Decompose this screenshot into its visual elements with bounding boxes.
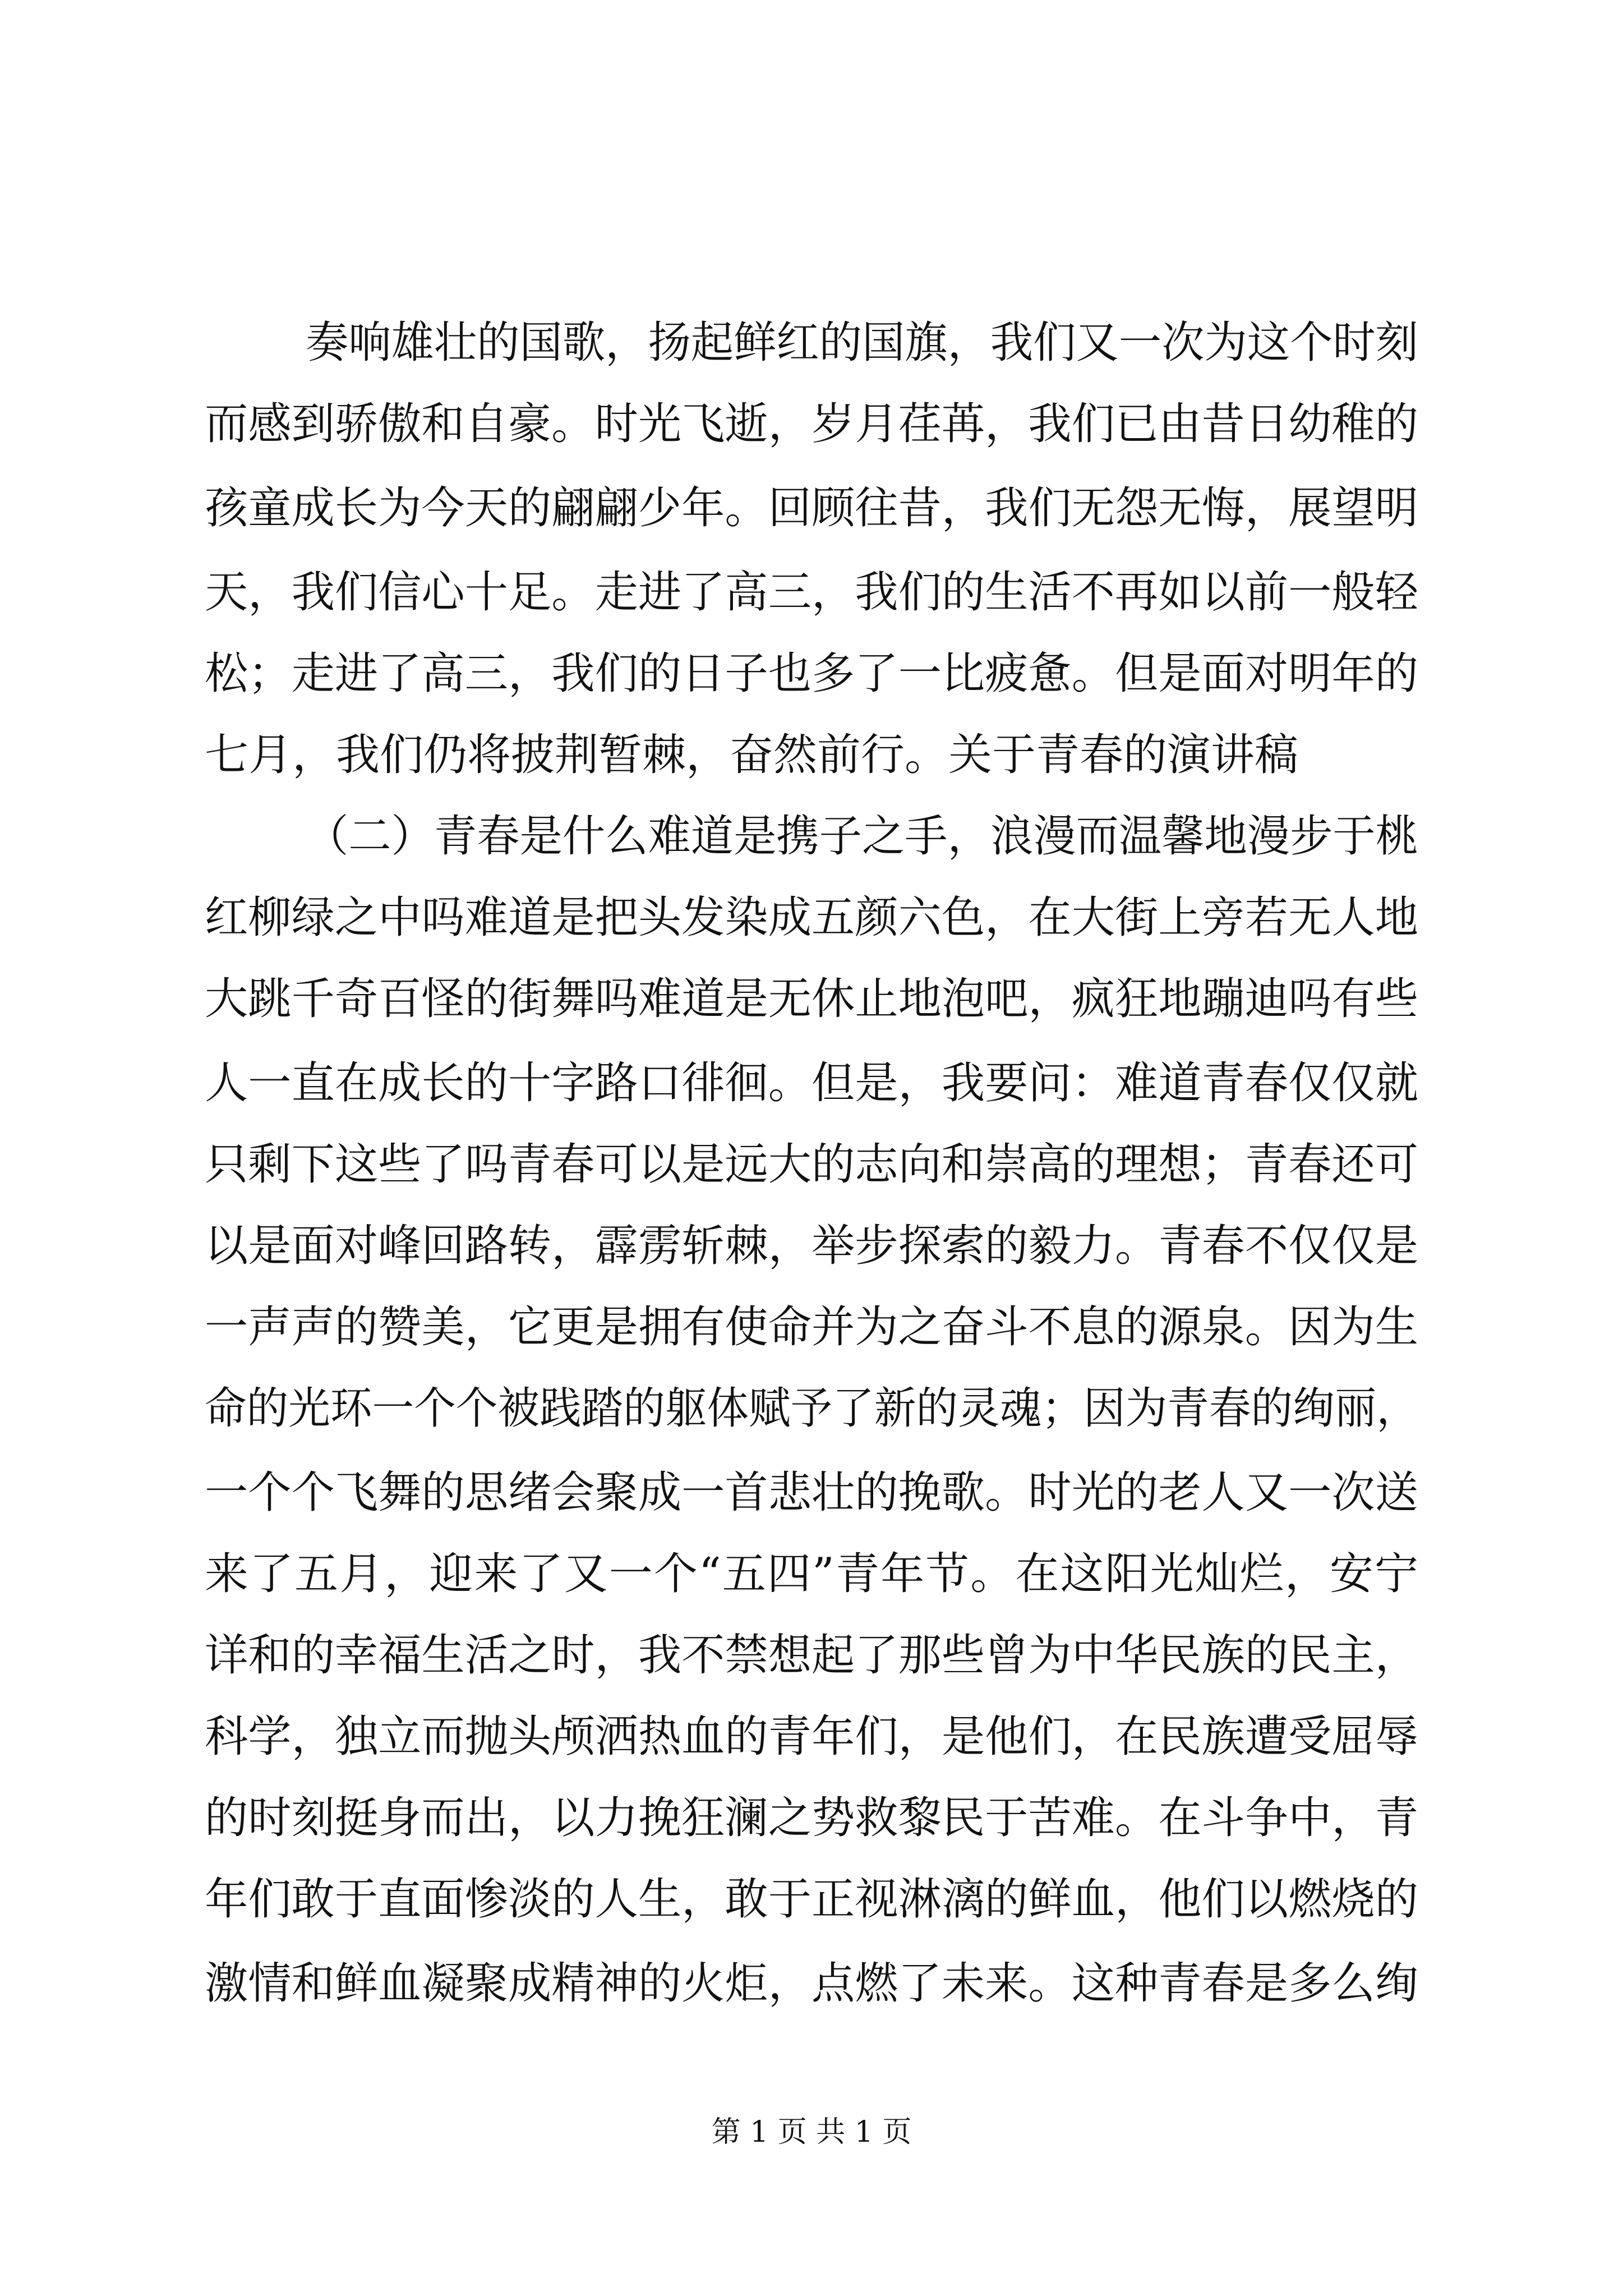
page-footer: 第 1 页 共 1 页 <box>711 2115 912 2149</box>
line-text: 激情和鲜血凝聚成精神的火炬，点燃了未来。这种青春是多么绚 <box>205 1958 1418 2009</box>
line-text: 的时刻挺身而出，以力挽狂澜之势救黎民于苦难。在斗争中，青 <box>205 1793 1418 1843</box>
line-text: 天，我们信心十足。走进了高三，我们的生活不再如以前一般轻 <box>205 567 1418 618</box>
line-text: 命的光环一个个被践踏的躯体赋予了新的灵魂；因为青春的绚丽， <box>205 1383 1418 1434</box>
line-text: 孩童成长为今天的翩翩少年。回顾往昔，我们无怨无悔，展望明 <box>205 483 1418 533</box>
line-text: 来了五月，迎来了又一个“五四”青年节。在这阳光灿烂，安宁 <box>205 1549 1420 1599</box>
line-text: 一个个飞舞的思绪会聚成一首悲壮的挽歌。时光的老人又一次送 <box>205 1467 1418 1518</box>
line-text: 一声声的赞美，它更是拥有使命并为之奋斗不息的源泉。因为生 <box>205 1302 1418 1352</box>
line-text: 只剩下这些了吗青春可以是远大的志向和崇高的理想；青春还可 <box>205 1139 1418 1190</box>
line-text: 人一直在成长的十字路口徘徊。但是，我要问：难道青春仅仅就 <box>205 1058 1418 1108</box>
line-text: 松；走进了高三，我们的日子也多了一比疲惫。但是面对明年的 <box>205 648 1418 699</box>
line-text: 七月，我们仍将披荆暂棘，奋然前行。关于青春的演讲稿 <box>205 730 1299 780</box>
line-text: （二）青春是什么难道是携子之手，浪漫而温馨地漫步于桃 <box>306 811 1418 862</box>
line-text: 奏响雄壮的国歌，扬起鲜红的国旗，我们又一次为这个时刻 <box>306 318 1418 368</box>
line-text: 科学，独立而抛头颅洒热血的青年们，是他们，在民族遭受屈辱 <box>205 1711 1418 1762</box>
line-text: 而感到骄傲和自豪。时光飞逝，岁月荏苒，我们已由昔日幼稚的 <box>205 399 1418 449</box>
line-text: 年们敢于直面惨淡的人生，敢于正视淋漓的鲜血，他们以燃烧的 <box>205 1874 1418 1925</box>
line-text: 以是面对峰回路转，霹雳斩棘，举步探索的毅力。青春不仅仅是 <box>205 1221 1418 1271</box>
line-text: 大跳千奇百怪的街舞吗难道是无休止地泡吧，疯狂地蹦迪吗有些 <box>205 974 1418 1024</box>
line-text: 详和的幸福生活之时，我不禁想起了那些曾为中华民族的民主， <box>205 1630 1418 1681</box>
line-text: 红柳绿之中吗难道是把头发染成五颜六色，在大街上旁若无人地 <box>205 892 1418 943</box>
